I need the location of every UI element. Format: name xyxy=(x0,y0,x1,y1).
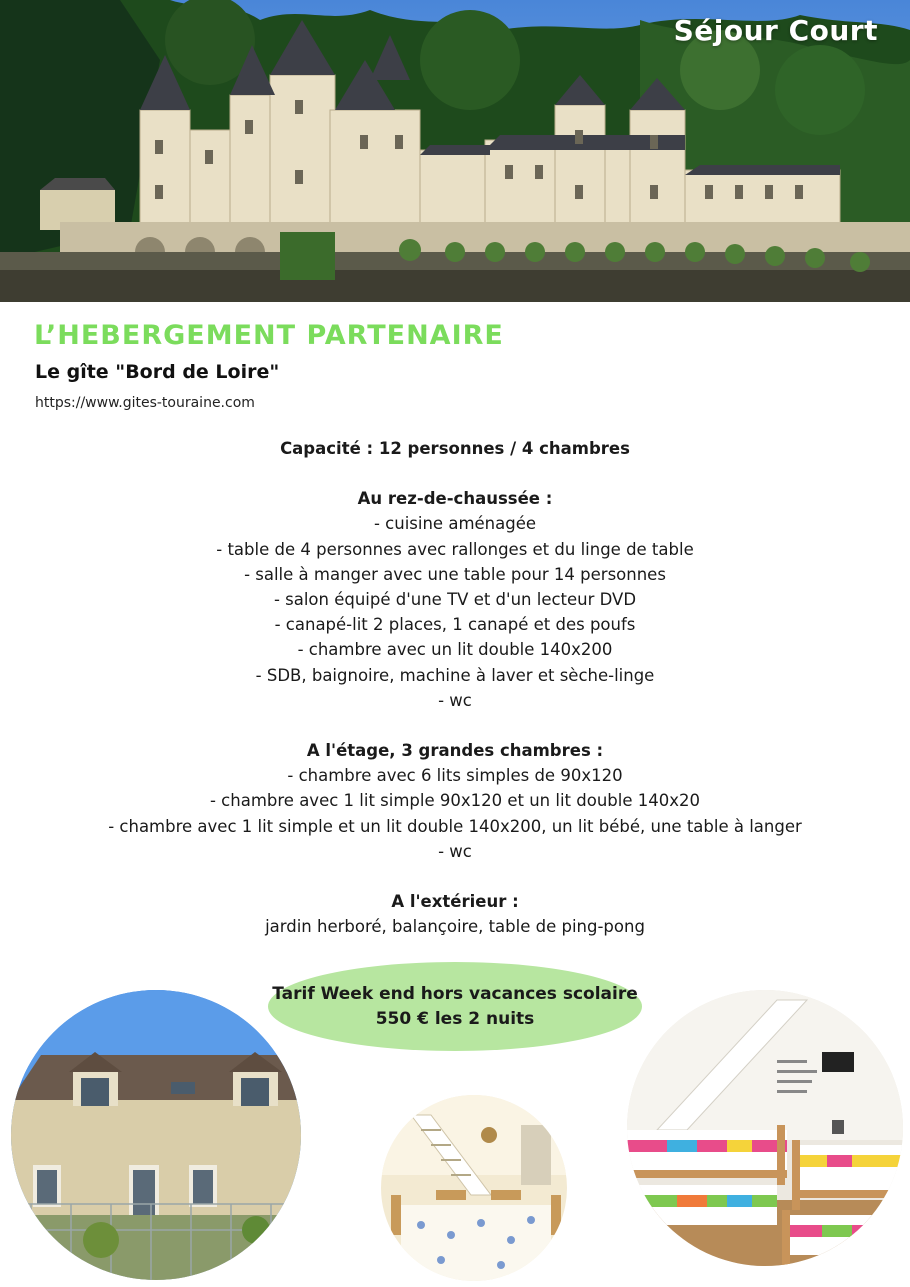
tariff-badge xyxy=(268,962,642,1051)
list-item: - cuisine aménagée xyxy=(373,514,537,534)
outside-heading: A l'extérieur : xyxy=(391,892,519,912)
list-item: - SDB, baignoire, machine à laver et sèche-linge xyxy=(255,665,655,685)
gite-name: Le gîte "Bord de Loire" xyxy=(35,361,280,383)
tariff-line-2: 550 € les 2 nuits xyxy=(375,1008,535,1029)
list-item: - wc xyxy=(438,841,472,861)
list-item: - wc xyxy=(438,690,472,710)
section-title: L’HEBERGEMENT PARTENAIRE xyxy=(34,320,504,351)
hero-chateau-photo xyxy=(0,0,910,302)
tariff-line-1: Tarif Week end hors vacances scolaire xyxy=(272,983,638,1004)
list-item: - chambre avec 6 lits simples de 90x120 xyxy=(287,766,623,786)
ground-floor-heading: Au rez-de-chaussée : xyxy=(357,489,553,509)
list-item: - canapé-lit 2 places, 1 canapé et des poufs xyxy=(274,615,636,635)
website-link[interactable]: https://www.gites-touraine.com xyxy=(35,395,255,411)
description xyxy=(0,436,910,939)
outside-text: jardin herboré, balançoire, table de ping-pong xyxy=(265,917,645,937)
list-item: - chambre avec un lit double 140x200 xyxy=(297,640,613,660)
list-item: - table de 4 personnes avec rallonges et du linge de table xyxy=(216,539,694,559)
bedroom-photo xyxy=(627,990,903,1266)
list-item: - salle à manger avec une table pour 14 personnes xyxy=(244,564,666,584)
dining-room-photo xyxy=(381,1095,567,1281)
list-item: - salon équipé d'une TV et d'un lecteur DVD xyxy=(273,590,637,610)
capacity: Capacité : 12 personnes / 4 chambres xyxy=(280,439,630,458)
house-exterior-photo xyxy=(11,990,301,1280)
list-item: - chambre avec 1 lit simple 90x120 et un lit double 140x20 xyxy=(209,791,701,811)
sejour-court-badge: Séjour Court xyxy=(673,14,878,47)
list-item: - chambre avec 1 lit simple et un lit double 140x200, un lit bébé, une table à langer xyxy=(108,816,802,836)
upstairs-heading: A l'étage, 3 grandes chambres : xyxy=(306,741,604,761)
